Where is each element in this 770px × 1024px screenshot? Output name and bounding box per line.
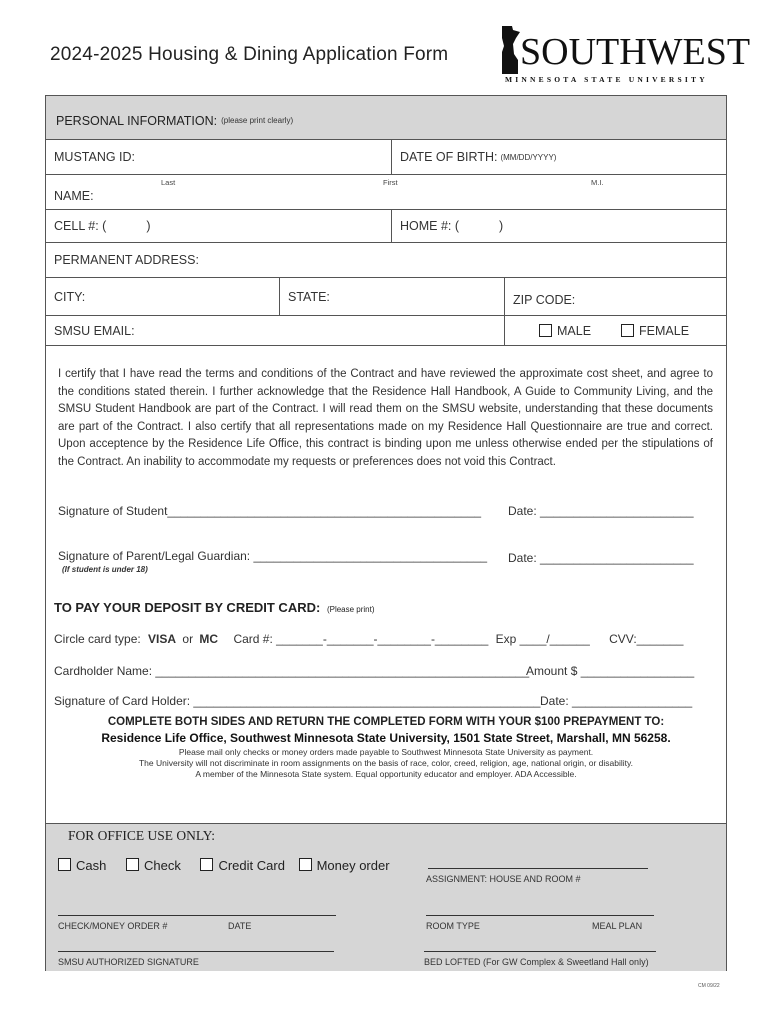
- deposit-title-note: (Please print): [326, 605, 375, 614]
- address-label: PERMANENT ADDRESS:: [54, 253, 199, 267]
- cell-close: ): [146, 219, 151, 233]
- credit-card-label: Credit Card: [218, 858, 285, 873]
- deposit-title: [54, 600, 375, 615]
- or-text: or: [182, 632, 194, 646]
- cvv-line[interactable]: CVV:_______: [609, 632, 684, 646]
- room-type-line[interactable]: [426, 915, 654, 916]
- cell-label: CELL #: (: [54, 219, 107, 233]
- date-label: DATE: [228, 921, 252, 931]
- row-id-dob: [46, 140, 726, 175]
- dob-label: DATE OF BIRTH:: [400, 150, 498, 164]
- city-label: CITY:: [54, 289, 86, 304]
- assignment-label: ASSIGNMENT: HOUSE AND ROOM #: [426, 874, 581, 884]
- cash-checkbox[interactable]: [58, 858, 71, 871]
- bed-lofted-label: BED LOFTED (For GW Complex & Sweetland Hall only): [424, 957, 649, 967]
- payment-note: Please mail only checks or money orders made payable to Southwest Minnesota State University as payment.: [178, 747, 594, 757]
- card-type-row: [54, 632, 683, 646]
- return-address: Residence Life Office, Southwest Minnesota State University, 1501 State Street, Marshall, MN 56258.: [101, 731, 671, 745]
- check-number-line[interactable]: [58, 915, 336, 916]
- money-order-label: Money order: [316, 858, 390, 873]
- bed-lofted-line[interactable]: [424, 951, 656, 952]
- female-checkbox[interactable]: [621, 324, 634, 337]
- name-label: NAME:: [54, 189, 94, 203]
- state-label: STATE:: [288, 289, 330, 304]
- cardholder-name-line[interactable]: Cardholder Name: ________________________________________________________: [54, 664, 530, 678]
- office-use-title: FOR OFFICE USE ONLY:: [68, 828, 216, 843]
- male-label: MALE: [557, 323, 592, 338]
- check-label: Check: [143, 858, 181, 873]
- mastercard-option[interactable]: MC: [199, 632, 219, 646]
- return-instructions: [46, 716, 726, 779]
- money-order-checkbox[interactable]: [299, 858, 312, 871]
- eeo-note: A member of the Minnesota State system. Equal opportunity educator and employer. ADA Accessible.: [195, 769, 577, 779]
- zip-label: ZIP CODE:: [513, 292, 576, 307]
- office-use-section: [46, 823, 726, 971]
- form-title: 2024-2025 Housing & Dining Application Form: [50, 44, 449, 65]
- university-logo: [500, 20, 751, 90]
- personal-info-note: (please print clearly): [221, 116, 294, 125]
- name-mi-hint: M.I.: [591, 178, 604, 187]
- email-label: SMSU EMAIL:: [54, 323, 135, 338]
- card-number-line[interactable]: Card #: _______-_______-________-________: [233, 632, 489, 646]
- check-number-label: CHECK/MONEY ORDER #: [58, 921, 168, 931]
- return-line-1: COMPLETE BOTH SIDES AND RETURN THE COMPLETED FORM WITH YOUR $100 PREPAYMENT TO:: [107, 716, 665, 728]
- smsu-signature-label: SMSU AUTHORIZED SIGNATURE: [58, 957, 199, 967]
- parent-signature-line[interactable]: Signature of Parent/Legal Guardian: ___________________________________: [58, 549, 488, 563]
- city-field[interactable]: [46, 278, 279, 315]
- name-first-hint: First: [383, 178, 398, 187]
- parent-note: (If student is under 18): [62, 565, 148, 574]
- deposit-title-text: TO PAY YOUR DEPOSIT BY CREDIT CARD:: [54, 600, 321, 615]
- check-checkbox[interactable]: [126, 858, 139, 871]
- parent-date-line[interactable]: Date: _______________________: [508, 551, 694, 565]
- assignment-line[interactable]: [428, 868, 648, 869]
- cardholder-signature-line[interactable]: Signature of Card Holder: ____________________________________________________: [54, 694, 541, 708]
- logo-subtitle: MINNESOTA STATE UNIVERSITY: [505, 75, 708, 84]
- cash-label: Cash: [76, 858, 107, 873]
- certification-text: I certify that I have read the terms and conditions of the Contract and have reviewed the approximate cost sheet, and agree to the conditions stated therein. I further acknowledge that the Residence Hall Handbook, A Guide to Community Living, and the SMSU Student Handbook are part of the Contract. I will read them on the SMSU website, understanding that these documents are part of the Contract. I also certify that all representations made on my Residence Hall Questionnaire are true and correct. Upon acceptence by the Residence Life Office, this contract is binding upon me unless otherwise ended per the stipulations of the Contract. An inability to accommodate my requests or preferences does not void this Contract.: [58, 368, 713, 468]
- student-signature-line[interactable]: Signature of Student_______________________________________________: [58, 504, 482, 518]
- email-field[interactable]: [46, 316, 504, 345]
- expiration-line[interactable]: Exp ____/______: [495, 632, 590, 646]
- female-label: FEMALE: [639, 323, 690, 338]
- row-phones: [46, 210, 726, 243]
- form-code: CM 09/22: [698, 983, 720, 989]
- amount-line[interactable]: Amount $ _________________: [526, 664, 695, 678]
- visa-option[interactable]: VISA: [148, 632, 177, 646]
- application-form: [45, 95, 727, 971]
- personal-info-header: [46, 96, 726, 140]
- home-close: ): [499, 219, 504, 233]
- name-last-hint: Last: [161, 178, 176, 187]
- home-phone-field[interactable]: [391, 210, 726, 242]
- student-date-line[interactable]: Date: _______________________: [508, 504, 694, 518]
- mustang-id-label: MUSTANG ID:: [54, 150, 136, 164]
- state-field[interactable]: [279, 278, 504, 315]
- cardholder-date-line[interactable]: Date: __________________: [540, 694, 693, 708]
- name-field[interactable]: [46, 175, 726, 210]
- minnesota-state-icon: [500, 24, 522, 76]
- room-type-label: ROOM TYPE: [426, 921, 480, 931]
- personal-info-title: PERSONAL INFORMATION:: [56, 113, 218, 128]
- zip-field[interactable]: [504, 278, 726, 315]
- row-email-gender: [46, 316, 726, 346]
- dob-field[interactable]: [391, 140, 726, 174]
- dob-format: (MM/DD/YYYY): [500, 152, 557, 162]
- smsu-signature-line[interactable]: [58, 951, 334, 952]
- nondiscrimination-note: The University will not discriminate in room assignments on the basis of race, color, creed, religion, age, national origin, or disability.: [138, 758, 634, 768]
- cell-phone-field[interactable]: [46, 210, 391, 242]
- row-city-state-zip: [46, 278, 726, 316]
- payment-method-options: [58, 858, 390, 873]
- home-label: HOME #: (: [400, 219, 460, 233]
- card-type-label: Circle card type:: [54, 632, 141, 646]
- mustang-id-field[interactable]: [46, 140, 391, 174]
- address-field[interactable]: [46, 243, 726, 278]
- male-checkbox[interactable]: [539, 324, 552, 337]
- meal-plan-label: MEAL PLAN: [592, 921, 643, 931]
- credit-card-checkbox[interactable]: [200, 858, 213, 871]
- logo-wordmark: SOUTHWEST: [520, 31, 751, 73]
